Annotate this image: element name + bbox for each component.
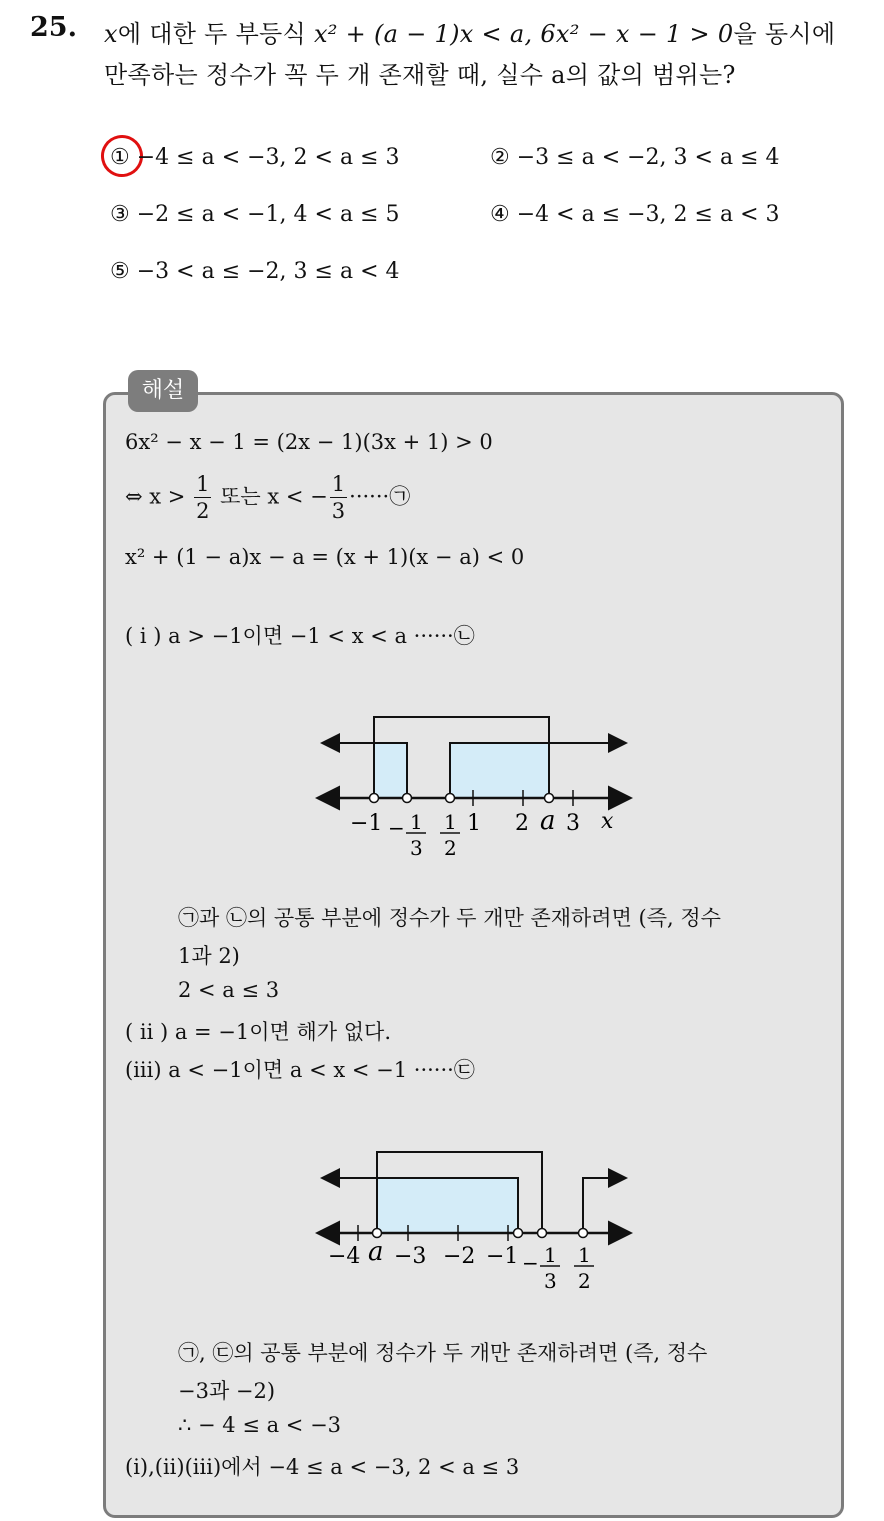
label-minus1: −1 bbox=[486, 1244, 519, 1269]
label-3: 3 bbox=[566, 811, 580, 836]
open-point-half bbox=[579, 1229, 588, 1238]
fraction-one-half bbox=[194, 474, 211, 522]
question-text-a: 에 대한 두 부등식 bbox=[117, 20, 307, 48]
open-point-minus1 bbox=[514, 1229, 523, 1238]
fraction-numerator: 1 bbox=[196, 472, 210, 496]
solution-line-5: ㉠과 ㉡의 공통 부분에 정수가 두 개만 존재하려면 (즉, 정수 bbox=[178, 906, 721, 930]
label-minus-sign: − bbox=[388, 816, 405, 840]
option-3-text: −2 ≤ a < −1, 4 < a ≤ 5 bbox=[136, 202, 400, 227]
label-minus2: −2 bbox=[443, 1244, 476, 1269]
label-half-num: 1 bbox=[578, 1243, 591, 1267]
option-1[interactable] bbox=[110, 145, 400, 170]
question-line-1 bbox=[104, 14, 835, 49]
var-x: x bbox=[104, 20, 118, 48]
question-text-b: 을 동시에 bbox=[733, 20, 836, 48]
option-3[interactable] bbox=[110, 202, 400, 227]
solution-line-2-c: ······㉠ bbox=[349, 484, 411, 509]
label-half-num: 1 bbox=[444, 810, 457, 834]
shade-region bbox=[377, 1178, 518, 1233]
solution-line-11: −3과 −2) bbox=[178, 1379, 276, 1403]
open-point-minus-third bbox=[403, 794, 412, 803]
open-point-half bbox=[446, 794, 455, 803]
solution-line-8: ( ii ) a = −1이면 해가 없다. bbox=[125, 1020, 392, 1044]
label-minus4: −4 bbox=[328, 1244, 361, 1269]
solution-line-12: ∴ − 4 ≤ a < −3 bbox=[178, 1413, 342, 1437]
label-x: x bbox=[601, 809, 614, 834]
solution-badge: 해설 bbox=[128, 370, 198, 412]
label-third-num: 1 bbox=[410, 810, 423, 834]
open-point-minus1 bbox=[370, 794, 379, 803]
open-point-a bbox=[545, 794, 554, 803]
option-4-text: −4 < a ≤ −3, 2 ≤ a < 3 bbox=[516, 202, 780, 227]
label-2: 2 bbox=[515, 811, 529, 836]
solution-line-4: ( i ) a > −1이면 −1 < x < a ······㉡ bbox=[125, 624, 475, 648]
fraction-denominator: 2 bbox=[196, 499, 210, 523]
option-4-number: ④ bbox=[490, 202, 510, 227]
option-3-number: ③ bbox=[110, 202, 130, 227]
label-a: a bbox=[540, 806, 556, 836]
question-line-2: 만족하는 정수가 꼭 두 개 존재할 때, 실수 a의 값의 범위는? bbox=[104, 61, 736, 89]
solution-line-1: 6x² − x − 1 = (2x − 1)(3x + 1) > 0 bbox=[125, 430, 493, 454]
label-1: 1 bbox=[467, 811, 481, 836]
solution-line-2-a: ⇔ x > bbox=[125, 484, 186, 509]
solution-line-13: (i),(ii)(iii)에서 −4 ≤ a < −3, 2 < a ≤ 3 bbox=[125, 1455, 520, 1479]
label-half-den: 2 bbox=[444, 836, 457, 860]
solution-line-3: x² + (1 − a)x − a = (x + 1)(x − a) < 0 bbox=[125, 545, 525, 569]
solution-line-2 bbox=[125, 474, 410, 522]
label-minus-sign: − bbox=[522, 1251, 539, 1275]
option-1-number: ① bbox=[110, 145, 130, 170]
shade-region-right bbox=[450, 743, 549, 798]
number-line-diagram-1 bbox=[310, 705, 640, 865]
label-a: a bbox=[368, 1237, 384, 1267]
shade-region-left bbox=[374, 743, 407, 798]
question-inequality: x² + (a − 1)x < a, 6x² − x − 1 > 0 bbox=[313, 20, 734, 48]
fraction-denominator: 3 bbox=[331, 499, 346, 523]
option-2[interactable] bbox=[490, 145, 780, 170]
option-5[interactable] bbox=[110, 259, 400, 284]
label-third-den: 3 bbox=[410, 836, 423, 860]
solution-line-7: 2 < a ≤ 3 bbox=[178, 978, 280, 1002]
option-5-number: ⑤ bbox=[110, 259, 130, 284]
fraction-one-third bbox=[330, 474, 347, 522]
option-5-text: −3 < a ≤ −2, 3 ≤ a < 4 bbox=[136, 259, 400, 284]
question-number: 25. bbox=[30, 12, 77, 43]
label-third-num: 1 bbox=[544, 1243, 557, 1267]
solution-line-2-b: 또는 x < − bbox=[220, 484, 328, 509]
label-minus3: −3 bbox=[394, 1244, 427, 1269]
option-2-text: −3 ≤ a < −2, 3 < a ≤ 4 bbox=[516, 145, 780, 170]
solution-line-9: (iii) a < −1이면 a < x < −1 ······㉢ bbox=[125, 1058, 475, 1082]
number-line-diagram-2 bbox=[310, 1140, 640, 1300]
label-third-den: 3 bbox=[544, 1269, 557, 1293]
option-2-number: ② bbox=[490, 145, 510, 170]
range-bracket-right bbox=[583, 1178, 624, 1233]
label-minus1: −1 bbox=[350, 811, 383, 836]
label-half-den: 2 bbox=[578, 1269, 591, 1293]
fraction-numerator: 1 bbox=[331, 472, 346, 496]
option-1-text: −4 ≤ a < −3, 2 < a ≤ 3 bbox=[136, 145, 400, 170]
solution-line-6: 1과 2) bbox=[178, 944, 240, 968]
solution-line-10: ㉠, ㉢의 공통 부분에 정수가 두 개만 존재하려면 (즉, 정수 bbox=[178, 1341, 708, 1365]
open-point-minus-third bbox=[538, 1229, 547, 1238]
option-4[interactable] bbox=[490, 202, 780, 227]
